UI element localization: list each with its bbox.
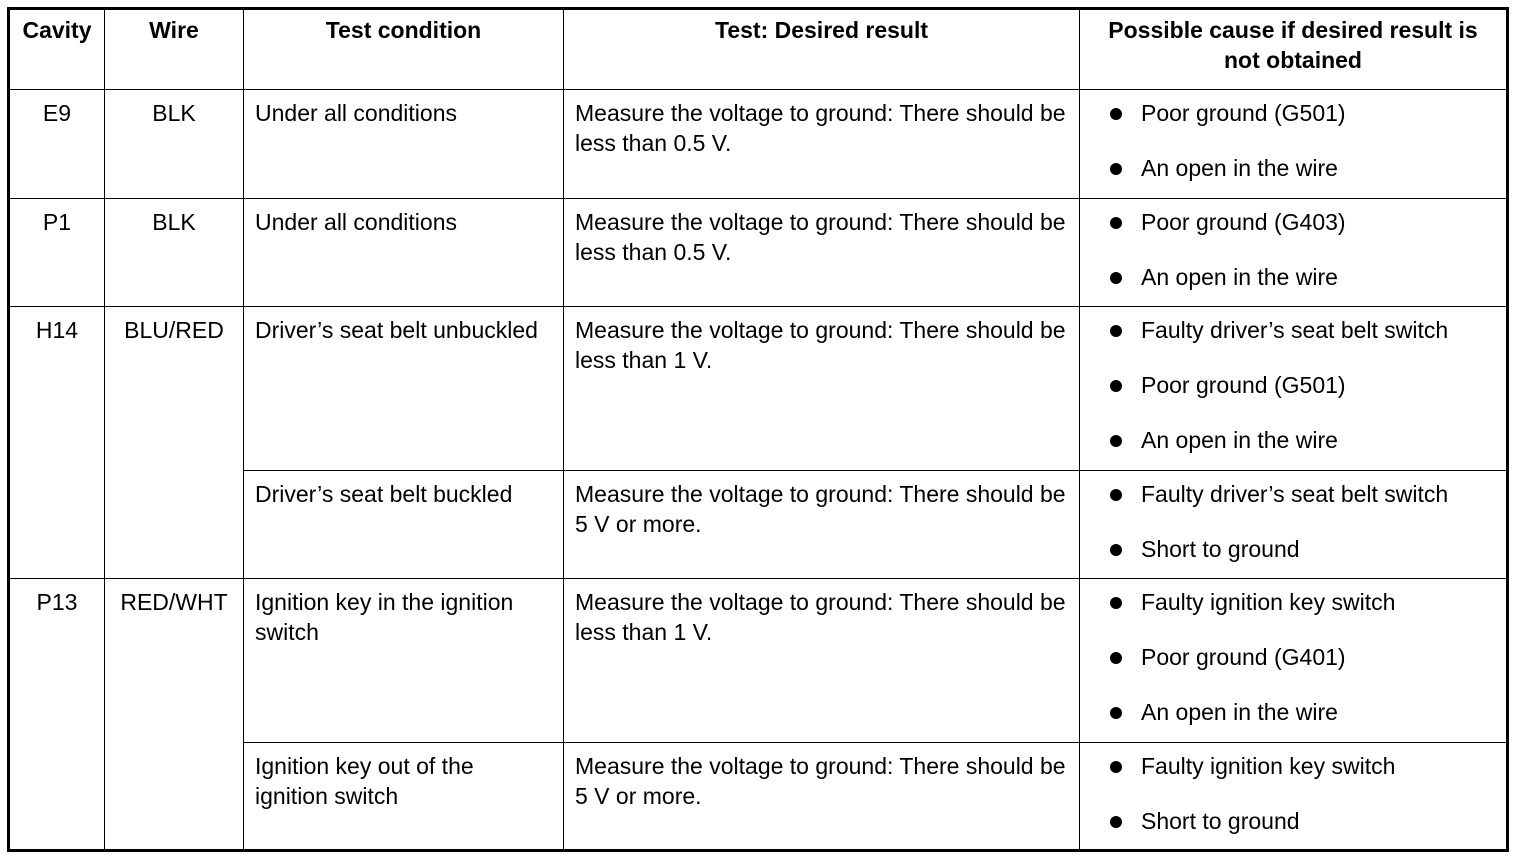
cavity-cell: E9	[9, 90, 105, 199]
test-condition-cell: Ignition key in the ignition switch	[244, 579, 564, 743]
cause-item	[1108, 98, 1500, 153]
bullet-icon	[1110, 272, 1122, 284]
bullet-icon	[1110, 163, 1122, 175]
cause-item	[1108, 315, 1500, 370]
cause-item	[1108, 153, 1500, 183]
cavity-cell: H14	[9, 307, 105, 579]
possible-cause-cell	[1080, 90, 1508, 199]
cause-item	[1108, 425, 1500, 455]
cause-text: An open in the wire	[1141, 427, 1338, 453]
cause-text: Faulty ignition key switch	[1141, 753, 1396, 779]
header-desired-result: Test: Desired result	[564, 9, 1080, 90]
cause-text: An open in the wire	[1141, 699, 1338, 725]
desired-result-cell: Measure the voltage to ground: There should be less than 0.5 V.	[564, 90, 1080, 199]
test-condition-cell: Under all conditions	[244, 199, 564, 307]
possible-cause-cell	[1080, 307, 1508, 471]
cause-text: Faulty ignition key switch	[1141, 589, 1396, 615]
possible-cause-cell	[1080, 579, 1508, 743]
cause-text: An open in the wire	[1141, 155, 1338, 181]
table-row	[9, 307, 1508, 471]
possible-cause-cell	[1080, 743, 1508, 851]
test-condition-cell: Ignition key out of the ignition switch	[244, 743, 564, 851]
cause-text: Poor ground (G501)	[1141, 100, 1346, 126]
table-row	[9, 579, 1508, 743]
wire-cell: BLK	[105, 90, 244, 199]
cavity-cell: P13	[9, 579, 105, 851]
bullet-icon	[1110, 217, 1122, 229]
cause-item	[1108, 262, 1500, 292]
test-condition-cell: Under all conditions	[244, 90, 564, 199]
bullet-icon	[1110, 380, 1122, 392]
cause-item	[1108, 207, 1500, 262]
cause-list	[1080, 90, 1506, 183]
table-body	[9, 90, 1508, 851]
cause-text: Faulty driver’s seat belt switch	[1141, 481, 1449, 507]
test-condition-cell: Driver’s seat belt buckled	[244, 471, 564, 579]
desired-result-cell: Measure the voltage to ground: There should be 5 V or more.	[564, 471, 1080, 579]
bullet-icon	[1110, 816, 1122, 828]
header-test-condition: Test condition	[244, 9, 564, 90]
cause-list	[1080, 579, 1506, 727]
cause-list	[1080, 199, 1506, 292]
cause-text: Poor ground (G403)	[1141, 209, 1346, 235]
bullet-icon	[1110, 108, 1122, 120]
cause-text: An open in the wire	[1141, 264, 1338, 290]
diagnostic-table-wrapper	[7, 7, 1509, 852]
possible-cause-cell	[1080, 199, 1508, 307]
desired-result-cell: Measure the voltage to ground: There should be 5 V or more.	[564, 743, 1080, 851]
table-row	[9, 90, 1508, 199]
wire-cell: RED/WHT	[105, 579, 244, 851]
cause-item	[1108, 697, 1500, 727]
bullet-icon	[1110, 707, 1122, 719]
cause-text: Faulty driver’s seat belt switch	[1141, 317, 1449, 343]
bullet-icon	[1110, 544, 1122, 556]
bullet-icon	[1110, 325, 1122, 337]
desired-result-cell: Measure the voltage to ground: There should be less than 1 V.	[564, 307, 1080, 471]
header-cavity: Cavity	[9, 9, 105, 90]
header-row	[9, 9, 1508, 90]
cause-list	[1080, 307, 1506, 455]
desired-result-cell: Measure the voltage to ground: There should be less than 1 V.	[564, 579, 1080, 743]
wire-cell: BLU/RED	[105, 307, 244, 579]
cause-item	[1108, 642, 1500, 697]
desired-result-cell: Measure the voltage to ground: There should be less than 0.5 V.	[564, 199, 1080, 307]
header-wire: Wire	[105, 9, 244, 90]
table-row	[9, 199, 1508, 307]
cause-item	[1108, 587, 1500, 642]
cause-text: Poor ground (G501)	[1141, 372, 1346, 398]
bullet-icon	[1110, 761, 1122, 773]
bullet-icon	[1110, 652, 1122, 664]
cause-text: Short to ground	[1141, 536, 1300, 562]
cause-item	[1108, 370, 1500, 425]
cause-text: Poor ground (G401)	[1141, 644, 1346, 670]
cause-text: Short to ground	[1141, 808, 1300, 834]
bullet-icon	[1110, 597, 1122, 609]
cause-list	[1080, 471, 1506, 564]
cause-item	[1108, 751, 1500, 806]
test-condition-cell: Driver’s seat belt unbuckled	[244, 307, 564, 471]
diagnostic-table	[7, 7, 1509, 852]
cause-item	[1108, 806, 1500, 836]
bullet-icon	[1110, 435, 1122, 447]
header-possible-cause: Possible cause if desired result is not obtained	[1080, 9, 1508, 90]
cause-item	[1108, 534, 1500, 564]
cause-list	[1080, 743, 1506, 836]
possible-cause-cell	[1080, 471, 1508, 579]
cavity-cell: P1	[9, 199, 105, 307]
wire-cell: BLK	[105, 199, 244, 307]
bullet-icon	[1110, 489, 1122, 501]
cause-item	[1108, 479, 1500, 534]
